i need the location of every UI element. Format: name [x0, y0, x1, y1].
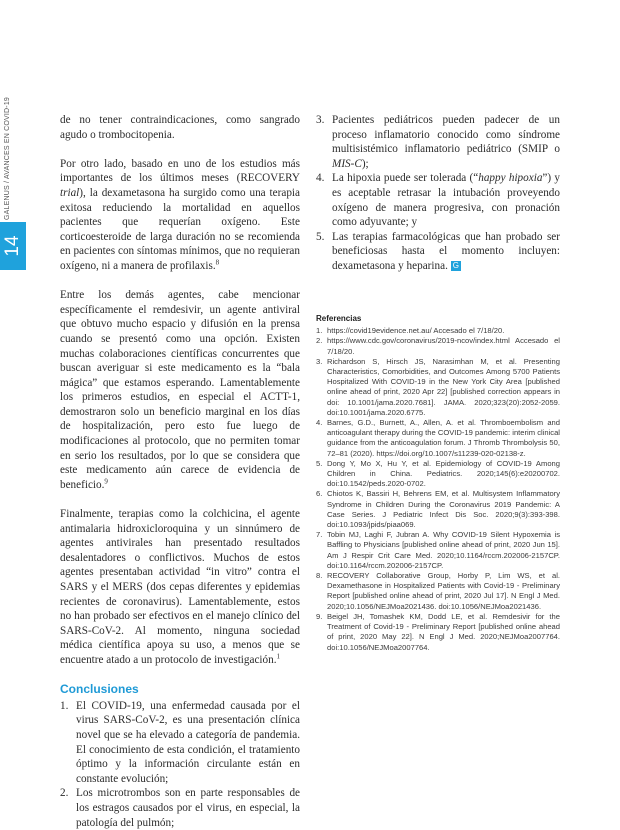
reference-item: 1. https://covid19evidence.net.au/ Accesado el 7/18/20. — [316, 326, 505, 336]
list-item: 1. El COVID-19, una enfermedad causada por el virus SARS-CoV-2, es una presentación clínica novel que se ha elevado a categoría de pandemia. El conocimiento de esta condición, el tratamiento óptimo y la información circulante están en constante evolución; — [60, 699, 300, 785]
reference-item: 4. Barnes, G.D., Burnett, A., Allen, A. et al. Thromboembolism and anticoagulant therapy during the COVID-19 pandemic: interim clinical guidance from the anticoagulation forum. J Thromb Thrombolysis 50, 72–81 (2020). https://doi.org/10.1007/s11239-020-02138-z. — [316, 418, 560, 458]
references-list — [316, 326, 560, 653]
reference-item: 2. https://www.cdc.gov/coronavirus/2019-ncov/index.html Accesado el 7/18/20. — [316, 336, 560, 356]
reference-item: 9. Beigel JH, Tomashek KM, Dodd LE, et al. Remdesivir for the Treatment of Covid-19 - Preliminary Report [published online ahead of print, 2020 May 22]. N Engl J Med. 2020;NEJMoa2007764. doi:10.1056/NEJMoa2007764. — [316, 611, 560, 652]
conclusions-heading: Conclusiones — [60, 682, 139, 697]
reference-item: 5. Dong Y, Mo X, Hu Y, et al. Epidemiology of COVID-19 Among Children in China. Pediatrics. 2020;145(6):e20200702. doi:10.1542/peds.2020-0702. — [316, 458, 560, 489]
reference-item: 3. Richardson S, Hirsch JS, Narasimhan M, et al. Presenting Characteristics, Comorbidities, and Outcomes Among 5700 Patients Hospitalized With COVID-19 in the New York City Area [published online ahead of print, 2020 Apr 22] [published correction appears in doi: 10.1001/jama.2020.7681]. JAMA. 2020;323(20):2052-2059. doi:10.1001/jama.2020.6775. — [316, 356, 560, 417]
conclusions-list-continued — [316, 113, 560, 274]
reference-item: 6. Chiotos K, Bassiri H, Behrens EM, et al. Multisystem Inflammatory Syndrome in Children During the Coronavirus 2019 Pandemic: A Case Series. J Pediatric Infect Dis Soc. 2020;9(3):393-398. doi:10.1093/jpids/piaa069. — [316, 489, 560, 530]
list-item: 3. Pacientes pediátricos pueden padecer de un proceso inflamatorio conocido como síndrome multisistémico inflamatorio pediátrico (SMIP o MIS-C); — [316, 114, 560, 170]
paragraph-1: de no tener contraindicaciones, como sangrado agudo o trombocitopenia. — [60, 114, 300, 141]
list-item: 5. Las terapias farmacológicas que han probado ser beneficiosas hasta el momento incluyen: dexametasona y heparina. G — [316, 230, 560, 272]
reference-item: 7. Tobin MJ, Laghi F, Jubran A. Why COVID-19 Silent Hypoxemia is Baffling to Physicians [published online ahead of print, 2020 Jun 15]. Am J Respir Crit Care Med. 2020;10.1164/rccm.202006-2157CP. doi:10.1164/rccm.202006-2157CP. — [316, 530, 560, 570]
paragraph-3: Entre los demás agentes, cabe mencionar específicamente el remdesivir, un agente antiviral que obtuvo mucho espacio y difusión en la prensa cuando se presentó como una opción. Existen muchas colaboraciones científicas concurrentes que buscan averiguar si este medicamento es la “bala mágica” que estamos esperando. Lamentablemente los primeros estudios, en especial el ACTT-1, demostraron solo un beneficio marginal en los días de hospitalización, pero esto fue luego de modificaciones al protocolo, que no permiten tomar en serio los resultados, por lo que se considera que este medicamento aún carece de evidencia de beneficio.$^9$ — [60, 289, 300, 491]
paragraph-4: Finalmente, terapias como la colchicina, el agente antimalaria hidroxicloroquina y un sinnúmero de agentes antivirales han presentado resultados desalentadores o conflictivos. Muchos de estos agentes presentaban actividad “in vitro” contra el SARS y el MERS (dos cepas diferentes y epidemias recientes de coronavirus). Lamentablemente, estos no han probado ser efectivos en el manejo clínico del SARS-CoV-2. Al momento, ninguna sociedad médica científica apoya su uso, a menos que se encuentre atado a un protocolo de investigación.$^1$ — [60, 508, 300, 666]
left-column — [60, 113, 300, 830]
references — [316, 314, 560, 653]
right-column — [316, 113, 560, 274]
paragraph-2: Por otro lado, basado en uno de los estudios más importantes de los últimos meses (RECOVERY trial), la dexametasona ha surgido como una terapia exitosa reduciendo la mortalidad en aquellos pacientes que requerían oxígeno. Este corticoesteroide de larga duración no se recomienda en pacientes con síntomas mínimos, que no requieran oxígeno, ni a manera de profilaxis.$^8$ — [60, 157, 300, 272]
conclusions-list — [60, 699, 300, 830]
list-item: 2. Los microtrombos son en parte responsables de los estragos causados por el virus, en especial, la patología del pulmón; — [60, 787, 300, 829]
references-title: Referencias — [316, 314, 362, 323]
page-number: 14 — [2, 235, 23, 257]
list-item: 4. La hipoxia puede ser tolerada (“happy hipoxia”) y es aceptable retrasar la intubación proveyendo oxígeno de manera progresiva, con pronación como adyuvante; y — [316, 172, 560, 229]
end-of-article-badge: G — [452, 261, 459, 271]
reference-item: 8. RECOVERY Collaborative Group, Horby P, Lim WS, et al. Dexamethasone in Hospitalized Patients with Covid-19 - Preliminary Report [published online ahead of print, 2020 Jul 17]. N Engl J Med. 2020;10.1056/NEJMoa2021436. doi:10.1056/NEJMoa2021436. — [316, 571, 560, 611]
page-number-tab — [0, 222, 26, 270]
running-head: GALENUS / AVANCES EN COVID-19 — [4, 96, 11, 220]
